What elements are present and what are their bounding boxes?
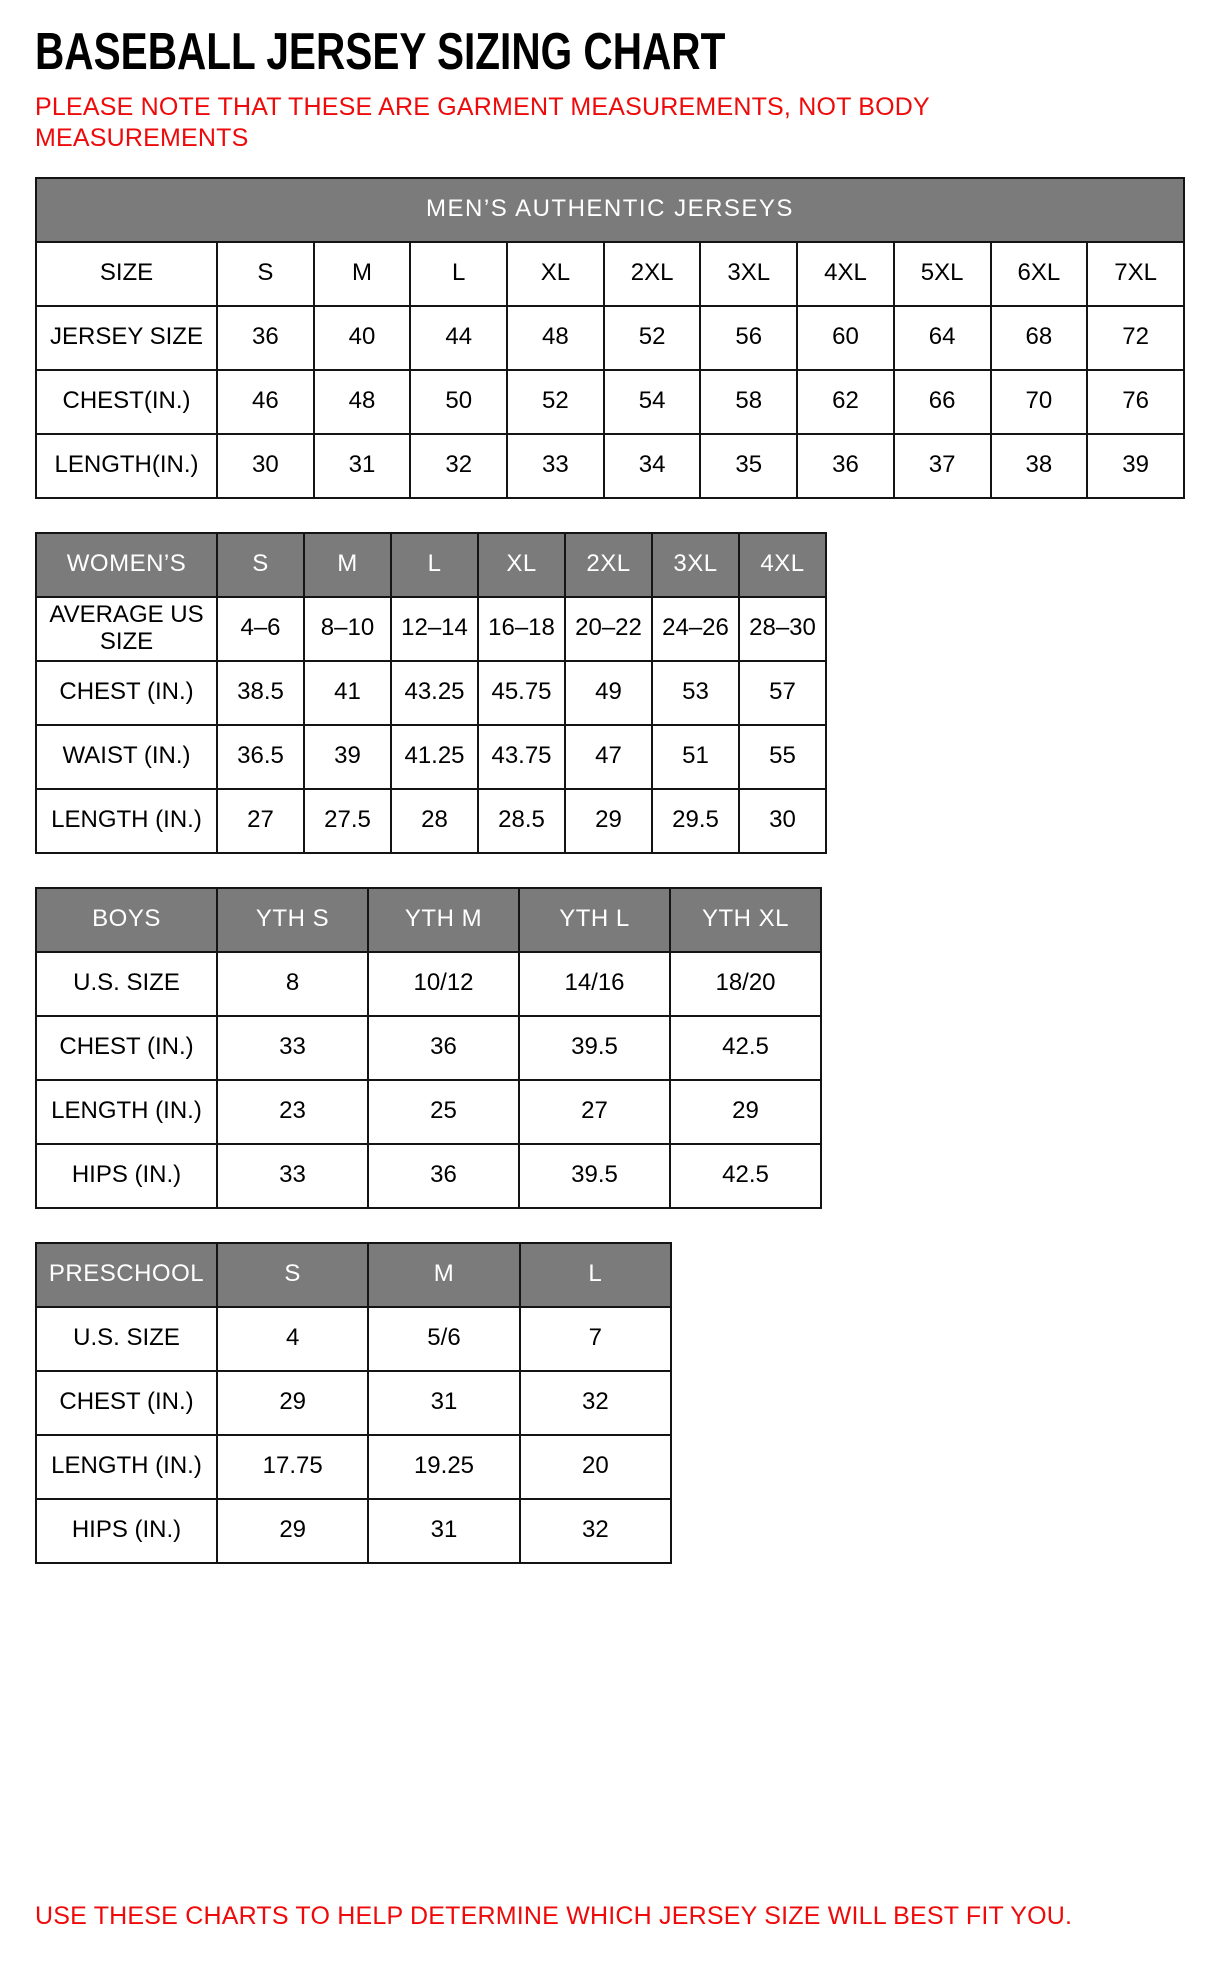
womens-value-cell: 36.5 — [217, 725, 304, 789]
tables-container — [35, 177, 1185, 1597]
mens-value-cell: S — [217, 242, 314, 306]
boys-value-cell: 18/20 — [670, 952, 821, 1016]
mens-row-label: CHEST(IN.) — [36, 370, 217, 434]
womens-header-cell: XL — [478, 533, 565, 597]
preschool-header-cell: PRESCHOOL — [36, 1243, 217, 1307]
womens-value-cell: 29.5 — [652, 789, 739, 853]
mens-value-cell: 31 — [314, 434, 411, 498]
mens-value-cell: 54 — [604, 370, 701, 434]
preschool-row-label: LENGTH (IN.) — [36, 1435, 217, 1499]
mens-value-cell: 44 — [410, 306, 507, 370]
boys-value-cell: 42.5 — [670, 1016, 821, 1080]
boys-header-row — [36, 888, 821, 952]
boys-sizing-table — [35, 887, 822, 1209]
boys-row-label: LENGTH (IN.) — [36, 1080, 217, 1144]
preschool-data-row — [36, 1371, 671, 1435]
womens-value-cell: 28 — [391, 789, 478, 853]
boys-header-cell: YTH XL — [670, 888, 821, 952]
boys-row-label: HIPS (IN.) — [36, 1144, 217, 1208]
womens-value-cell: 45.75 — [478, 661, 565, 725]
mens-value-cell: 48 — [507, 306, 604, 370]
mens-value-cell: 64 — [894, 306, 991, 370]
preschool-header-cell: S — [217, 1243, 368, 1307]
womens-data-row — [36, 725, 826, 789]
mens-value-cell: 39 — [1087, 434, 1184, 498]
mens-row-label: JERSEY SIZE — [36, 306, 217, 370]
womens-value-cell: 38.5 — [217, 661, 304, 725]
mens-value-cell: 46 — [217, 370, 314, 434]
boys-value-cell: 39.5 — [519, 1016, 670, 1080]
womens-header-cell: S — [217, 533, 304, 597]
womens-value-cell: 47 — [565, 725, 652, 789]
mens-title-row — [36, 178, 1184, 242]
womens-value-cell: 30 — [739, 789, 826, 853]
preschool-value-cell: 29 — [217, 1499, 368, 1563]
womens-data-row — [36, 597, 826, 661]
mens-value-cell: 35 — [700, 434, 797, 498]
womens-value-cell: 24–26 — [652, 597, 739, 661]
mens-data-row — [36, 242, 1184, 306]
womens-value-cell: 12–14 — [391, 597, 478, 661]
mens-value-cell: 62 — [797, 370, 894, 434]
preschool-value-cell: 29 — [217, 1371, 368, 1435]
preschool-row-label: U.S. SIZE — [36, 1307, 217, 1371]
womens-sizing-table — [35, 532, 827, 854]
mens-value-cell: 56 — [700, 306, 797, 370]
womens-row-label: CHEST (IN.) — [36, 661, 217, 725]
preschool-header-row — [36, 1243, 671, 1307]
preschool-value-cell: 17.75 — [217, 1435, 368, 1499]
boys-header-cell: YTH L — [519, 888, 670, 952]
mens-value-cell: 6XL — [991, 242, 1088, 306]
womens-data-row — [36, 661, 826, 725]
womens-value-cell: 55 — [739, 725, 826, 789]
mens-value-cell: 76 — [1087, 370, 1184, 434]
mens-data-row — [36, 370, 1184, 434]
page-title: BASEBALL JERSEY SIZING CHART — [35, 23, 726, 81]
boys-header-cell: YTH S — [217, 888, 368, 952]
mens-value-cell: 4XL — [797, 242, 894, 306]
mens-value-cell: 48 — [314, 370, 411, 434]
mens-value-cell: 40 — [314, 306, 411, 370]
boys-value-cell: 14/16 — [519, 952, 670, 1016]
preschool-value-cell: 31 — [368, 1371, 519, 1435]
preschool-header-cell: L — [520, 1243, 671, 1307]
mens-value-cell: 2XL — [604, 242, 701, 306]
mens-row-label: SIZE — [36, 242, 217, 306]
mens-value-cell: 37 — [894, 434, 991, 498]
garment-measurements-note: PLEASE NOTE THAT THESE ARE GARMENT MEASUREMENTS, NOT BODY MEASUREMENTS — [35, 93, 930, 153]
womens-value-cell: 41 — [304, 661, 391, 725]
boys-data-row — [36, 1080, 821, 1144]
mens-value-cell: 66 — [894, 370, 991, 434]
womens-header-cell: 4XL — [739, 533, 826, 597]
womens-value-cell: 4–6 — [217, 597, 304, 661]
preschool-data-row — [36, 1499, 671, 1563]
mens-value-cell: 58 — [700, 370, 797, 434]
womens-value-cell: 43.75 — [478, 725, 565, 789]
boys-header-cell: BOYS — [36, 888, 217, 952]
womens-value-cell: 43.25 — [391, 661, 478, 725]
boys-value-cell: 25 — [368, 1080, 519, 1144]
mens-data-row — [36, 434, 1184, 498]
womens-value-cell: 29 — [565, 789, 652, 853]
mens-value-cell: 38 — [991, 434, 1088, 498]
boys-data-row — [36, 952, 821, 1016]
mens-value-cell: 7XL — [1087, 242, 1184, 306]
preschool-value-cell: 31 — [368, 1499, 519, 1563]
womens-header-cell: 2XL — [565, 533, 652, 597]
preschool-sizing-table — [35, 1242, 672, 1564]
mens-value-cell: 33 — [507, 434, 604, 498]
mens-value-cell: 5XL — [894, 242, 991, 306]
boys-value-cell: 33 — [217, 1016, 368, 1080]
boys-value-cell: 39.5 — [519, 1144, 670, 1208]
mens-value-cell: 72 — [1087, 306, 1184, 370]
womens-value-cell: 20–22 — [565, 597, 652, 661]
boys-value-cell: 36 — [368, 1144, 519, 1208]
mens-value-cell: 36 — [797, 434, 894, 498]
mens-value-cell: 3XL — [700, 242, 797, 306]
mens-value-cell: 52 — [507, 370, 604, 434]
mens-table-title: MEN’S AUTHENTIC JERSEYS — [36, 178, 1184, 242]
boys-value-cell: 23 — [217, 1080, 368, 1144]
boys-data-row — [36, 1016, 821, 1080]
womens-data-row — [36, 789, 826, 853]
preschool-data-row — [36, 1435, 671, 1499]
footer-text: USE THESE CHARTS TO HELP DETERMINE WHICH JERSEY SIZE WILL BEST FIT YOU. — [35, 1902, 1073, 1930]
womens-row-label: LENGTH (IN.) — [36, 789, 217, 853]
mens-value-cell: L — [410, 242, 507, 306]
preschool-row-label: CHEST (IN.) — [36, 1371, 217, 1435]
boys-value-cell: 33 — [217, 1144, 368, 1208]
mens-value-cell: 36 — [217, 306, 314, 370]
boys-row-label: U.S. SIZE — [36, 952, 217, 1016]
womens-header-cell: M — [304, 533, 391, 597]
womens-value-cell: 28–30 — [739, 597, 826, 661]
mens-value-cell: 70 — [991, 370, 1088, 434]
mens-data-row — [36, 306, 1184, 370]
mens-row-label: LENGTH(IN.) — [36, 434, 217, 498]
preschool-value-cell: 19.25 — [368, 1435, 519, 1499]
womens-value-cell: 16–18 — [478, 597, 565, 661]
preschool-value-cell: 32 — [520, 1499, 671, 1563]
boys-header-cell: YTH M — [368, 888, 519, 952]
mens-sizing-table — [35, 177, 1185, 499]
womens-value-cell: 27.5 — [304, 789, 391, 853]
boys-row-label: CHEST (IN.) — [36, 1016, 217, 1080]
boys-value-cell: 8 — [217, 952, 368, 1016]
womens-header-row — [36, 533, 826, 597]
mens-value-cell: 60 — [797, 306, 894, 370]
mens-value-cell: 34 — [604, 434, 701, 498]
boys-value-cell: 29 — [670, 1080, 821, 1144]
preschool-data-row — [36, 1307, 671, 1371]
mens-value-cell: XL — [507, 242, 604, 306]
womens-row-label: AVERAGE US SIZE — [36, 597, 217, 661]
boys-value-cell: 10/12 — [368, 952, 519, 1016]
boys-data-row — [36, 1144, 821, 1208]
mens-value-cell: 50 — [410, 370, 507, 434]
mens-value-cell: 52 — [604, 306, 701, 370]
boys-value-cell: 42.5 — [670, 1144, 821, 1208]
womens-value-cell: 41.25 — [391, 725, 478, 789]
preschool-value-cell: 5/6 — [368, 1307, 519, 1371]
preschool-header-cell: M — [368, 1243, 519, 1307]
boys-value-cell: 36 — [368, 1016, 519, 1080]
womens-row-label: WAIST (IN.) — [36, 725, 217, 789]
womens-value-cell: 51 — [652, 725, 739, 789]
womens-value-cell: 27 — [217, 789, 304, 853]
mens-value-cell: 68 — [991, 306, 1088, 370]
preschool-value-cell: 7 — [520, 1307, 671, 1371]
womens-header-cell: 3XL — [652, 533, 739, 597]
preschool-value-cell: 4 — [217, 1307, 368, 1371]
womens-value-cell: 53 — [652, 661, 739, 725]
preschool-value-cell: 20 — [520, 1435, 671, 1499]
preschool-value-cell: 32 — [520, 1371, 671, 1435]
preschool-row-label: HIPS (IN.) — [36, 1499, 217, 1563]
womens-header-cell: L — [391, 533, 478, 597]
womens-value-cell: 57 — [739, 661, 826, 725]
womens-value-cell: 49 — [565, 661, 652, 725]
womens-header-cell: WOMEN’S — [36, 533, 217, 597]
womens-value-cell: 8–10 — [304, 597, 391, 661]
womens-value-cell: 39 — [304, 725, 391, 789]
mens-value-cell: M — [314, 242, 411, 306]
boys-value-cell: 27 — [519, 1080, 670, 1144]
mens-value-cell: 30 — [217, 434, 314, 498]
womens-value-cell: 28.5 — [478, 789, 565, 853]
mens-value-cell: 32 — [410, 434, 507, 498]
